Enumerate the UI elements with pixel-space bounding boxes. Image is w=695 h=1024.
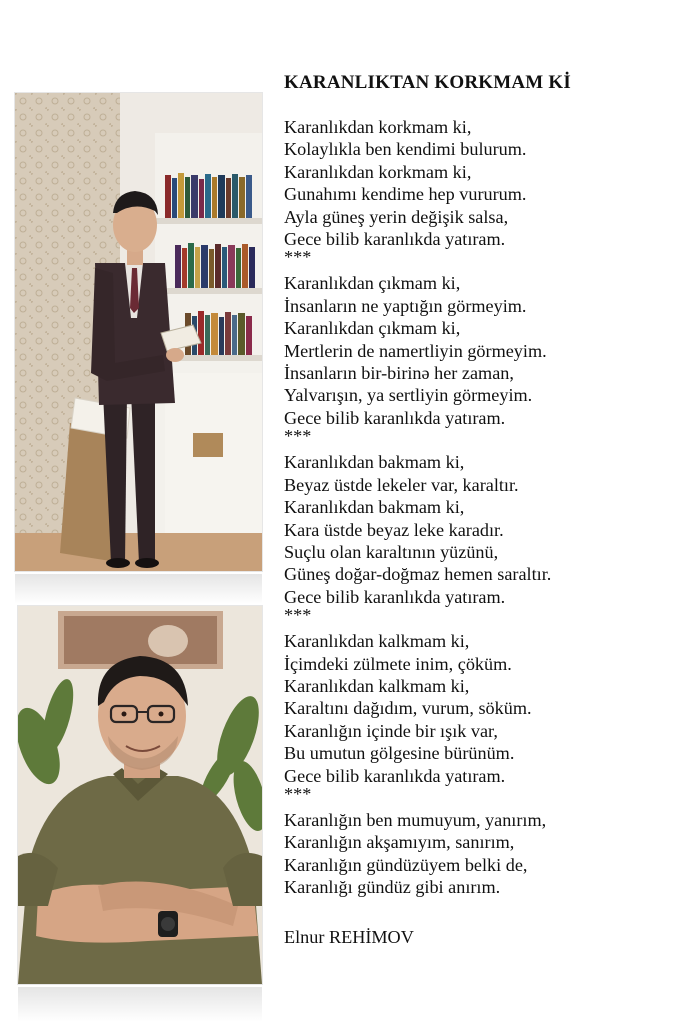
poem-line: Karanlığın içinde bir ışık var, <box>284 720 498 741</box>
poem-line: Karanlıkdan kalkmam ki, <box>284 631 470 652</box>
poem-line: Bu umutun gölgesine bürünüm. <box>284 743 515 764</box>
poem-line: Yalvarışın, ya sertliyin görmeyim. <box>284 385 533 406</box>
poem-line: Karanlıkdan kalkmam ki, <box>284 675 470 696</box>
poem-line: Karanlığın gündüzüyem belki de, <box>284 854 528 875</box>
poem-line: Karanlıkdan çıkmam ki, <box>284 318 461 339</box>
poem-line: Karanlığın ben mumuyum, yanırım, <box>284 809 547 830</box>
poem <box>284 72 684 948</box>
stanza-separator: *** <box>284 426 312 447</box>
photo-reflection <box>15 574 262 604</box>
stanza <box>284 809 684 899</box>
poem-line: Karanlığın akşamıyım, sanırım, <box>284 832 515 853</box>
poem-line: İçimdeki zülmete inim, çöküm. <box>284 653 512 674</box>
poem-line: Mertlerin de namertliyin görmeyim. <box>284 340 547 361</box>
stanza-separator: *** <box>284 247 312 268</box>
author-photo-standing <box>15 93 262 571</box>
stanza <box>284 451 684 630</box>
poem-line: İnsanların bir-birinə her zaman, <box>284 363 514 384</box>
poem-line: Güneş doğar-doğmaz hemen saraltır. <box>284 564 552 585</box>
author-standing-illustration <box>15 93 262 571</box>
poem-line: Beyaz üstde lekeler var, karaltır. <box>284 474 519 495</box>
poem-line: İnsanların ne yaptığın görmeyim. <box>284 295 527 316</box>
photo-reflection <box>18 987 262 1022</box>
poem-line: Suçlu olan karaltının yüzünü, <box>284 541 499 562</box>
stanza <box>284 116 684 272</box>
stanza <box>284 630 684 809</box>
poem-line: Karanlıkdan bakmam ki, <box>284 497 465 518</box>
stanza-separator: *** <box>284 605 312 626</box>
author-photo-portrait <box>18 606 262 984</box>
poem-line: Karaltını dağıdım, vurum, söküm. <box>284 698 532 719</box>
author-portrait-illustration <box>18 606 262 984</box>
stanza <box>284 272 684 451</box>
poem-line: Gece bilib karanlıkda yatıram. <box>284 586 506 607</box>
stanza-separator: *** <box>284 783 312 804</box>
poem-line: Karanlıkdan korkmam ki, <box>284 161 472 182</box>
poem-line: Karanlıkdan bakmam ki, <box>284 452 465 473</box>
poem-line: Gunahımı kendime hep vururum. <box>284 184 527 205</box>
poem-author: Elnur REHİMOV <box>284 926 414 947</box>
poem-line: Karanlıkdan çıkmam ki, <box>284 273 461 294</box>
poem-line: Gece bilib karanlıkda yatıram. <box>284 765 506 786</box>
poem-line: Kolaylıkla ben kendimi bulurum. <box>284 139 527 160</box>
poem-line: Ayla güneş yerin değişik salsa, <box>284 206 509 227</box>
poem-title: KARANLIKTAN KORKMAM Kİ <box>284 72 571 93</box>
poem-line: Karanlığı gündüz gibi anırım. <box>284 877 501 898</box>
poem-line: Kara üstde beyaz leke karadır. <box>284 519 504 540</box>
poem-line: Gece bilib karanlıkda yatıram. <box>284 407 506 428</box>
poem-line: Karanlıkdan korkmam ki, <box>284 117 472 137</box>
poem-line: Gece bilib karanlıkda yatıram. <box>284 229 506 250</box>
